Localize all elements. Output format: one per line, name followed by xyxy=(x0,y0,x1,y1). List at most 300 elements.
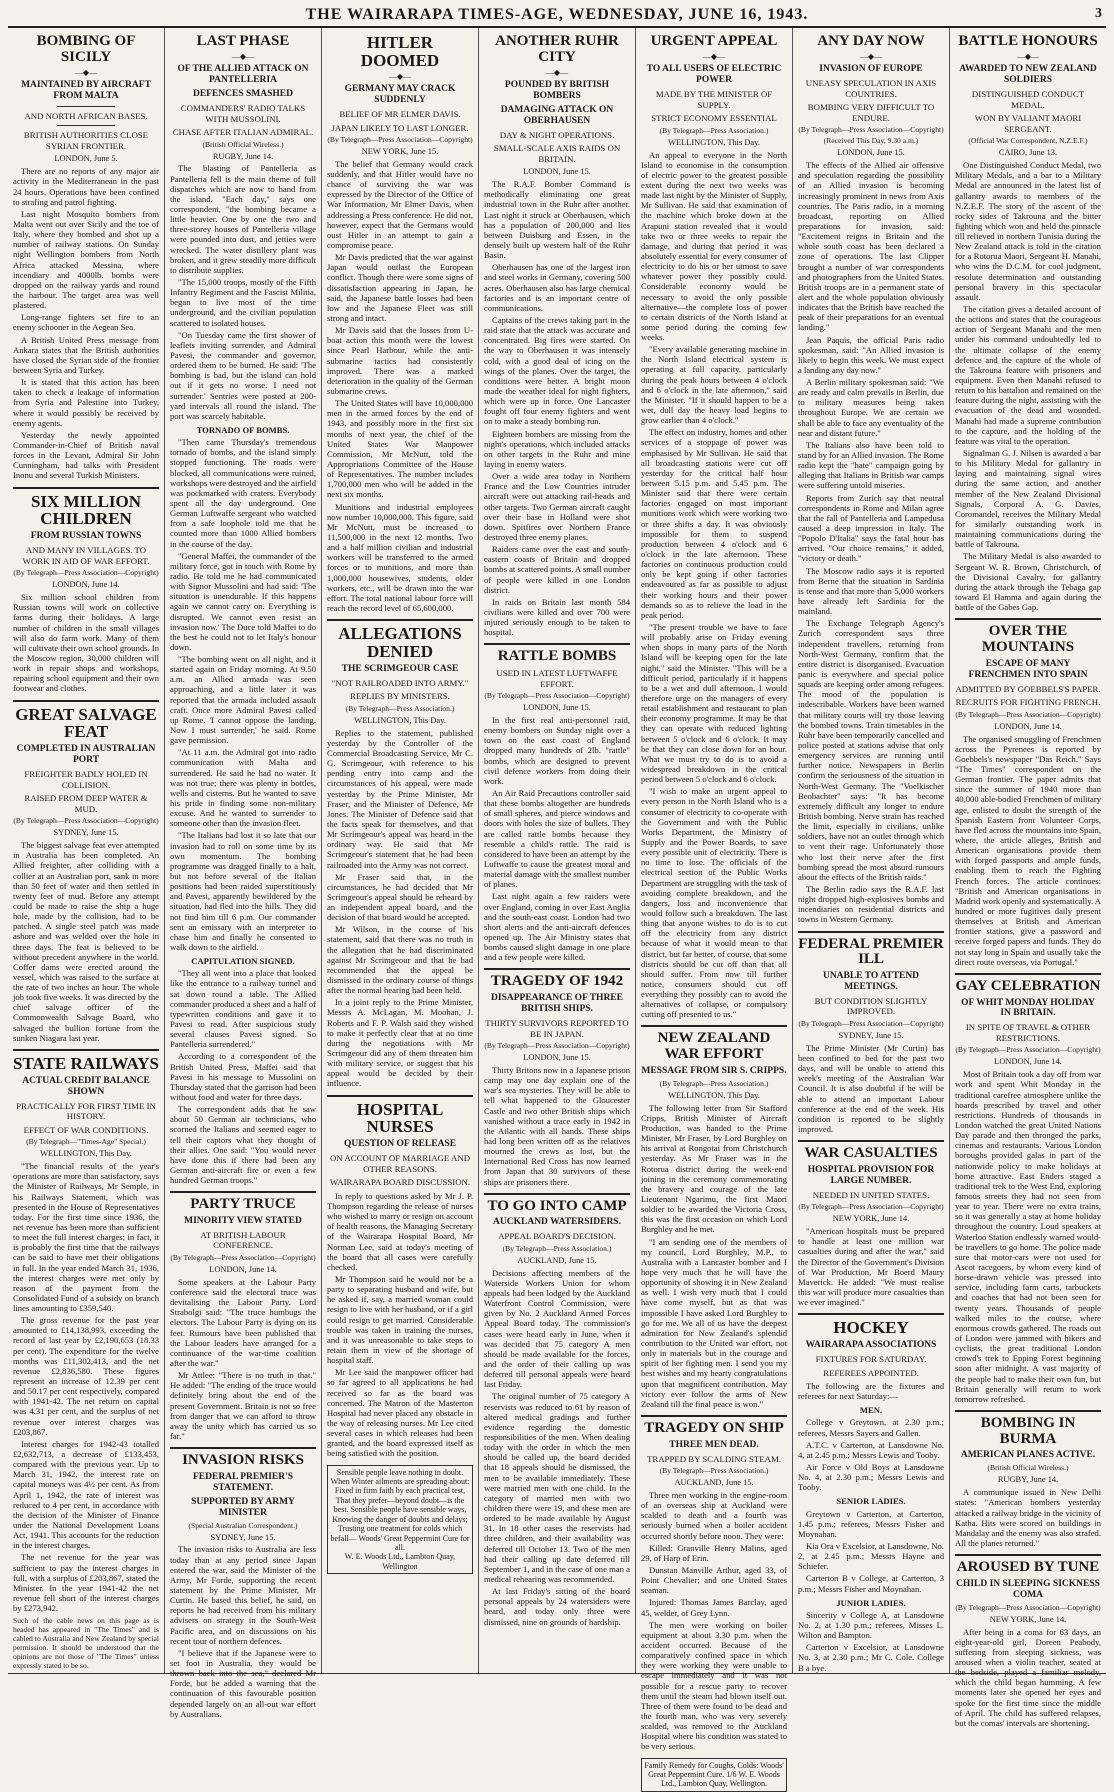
headline: HOSPITAL NURSES xyxy=(356,1099,444,1137)
divider xyxy=(484,968,630,970)
paragraph: It is stated that this action has been taken to check a leakage of information from Syria and Palestine into Turkey, where it would possibly be received by enemy agents. xyxy=(13,377,159,428)
deck: ADMITTED BY GOEBBELS'S PAPER. xyxy=(955,683,1101,694)
subheadline: THREE MEN DEAD. xyxy=(669,1439,759,1450)
credit-line: (By Telegraph—Press Association.) xyxy=(345,703,455,713)
headline: HITLER DOOMED xyxy=(360,33,440,70)
divider xyxy=(798,931,944,933)
paragraph: "The Italians had lost it so late that our invasion had to roll on some time by its own momentum. The bombing programme was dragged finally to a halt, but not before several of the Italian positions had been raided superstitiously and Pavesi, apparently bewildered by the situation, had fled into the hills. They did not find him till 6 p.m. Our commander sent an emissary with an interpreter to chase him and finally he consented to walk down to the airfield. xyxy=(170,830,316,952)
article-six-million-children xyxy=(13,493,159,694)
headline: PARTY TRUCE xyxy=(190,1196,296,1213)
paragraph: Injured: Thomas James Barclay, aged 45, welder, of Grey Lynn. xyxy=(641,1597,787,1618)
column-2 xyxy=(165,28,322,1719)
dateline: NEW YORK, June 14. xyxy=(832,1214,910,1224)
headline: TO GO INTO CAMP xyxy=(487,1197,627,1214)
subheadline: MESSAGE FROM SIR S. CRIPPS. xyxy=(641,1065,787,1076)
article-federal-premier-ill xyxy=(798,937,944,1135)
paragraph: Mr Davis predicted that the war against Japan would outlast the European conflict. Though there were some signs of dissatisfaction appearing in Japan, he said, the Japanese battle losses had been low and the Japanese Fleet was still strong and intact. xyxy=(327,252,473,324)
paragraph: Air Force v Old Boys at Lansdowne No. 4, at 2.30 p.m.; Messrs Lewis and Tooby. xyxy=(798,1462,944,1493)
paragraph: The Moscow radio says it is reported from Berne that the situation in Sardinia is tense and that more than 5,000 workers have already left Sardinia for the mainland. xyxy=(798,565,944,617)
newspaper-page xyxy=(8,4,1106,1789)
headline: AROUSED BY TUNE xyxy=(956,1559,1100,1576)
subheadline: INVASION OF EUROPE xyxy=(819,64,923,75)
divider xyxy=(484,1193,630,1195)
paragraph: Last night again a few raiders were over England, coming in over East Anglia and the south-east coast. London had two short alerts and the anti-aircraft defences opened up. The Air Ministry states that bombs caused slight damage in one place and a few people were killed. xyxy=(484,891,630,963)
subheadline: COMPLETED IN AUSTRALIAN PORT xyxy=(16,744,156,766)
deck: NEEDED IN UNITED STATES. xyxy=(812,1189,930,1200)
deck: BELIEF OF MR ELMER DAVIS. xyxy=(339,108,461,119)
subheadline: WAIRARAPA ASSOCIATIONS xyxy=(805,1340,937,1351)
divider: —◆— xyxy=(388,71,412,81)
divider: —◆— xyxy=(1016,51,1040,61)
dateline: SYDNEY, June 15. xyxy=(53,828,119,838)
credit-line: (By Telegraph—Press Association—Copyright) xyxy=(170,1253,316,1262)
paragraph: A Berlin military spokesman said: "We are ready and calm prevails in Berlin, due to military measures being taken throughout Europe. We are certain we shall be able to face any eventuality of the near and distant future." xyxy=(798,377,944,438)
dateline: NEW YORK, June 15. xyxy=(361,147,439,157)
subheadline: UNABLE TO ATTEND MEETINGS. xyxy=(822,971,920,992)
paragraph: Six million school children from Russian towns will work on collective farms during their holidays. A large number of children in the small villages will also do farm work. Many of them will cultivate their own school grounds. In the Moscow region, 30,000 children will work in repair shops and workshops, repairing school equipment and their own footwear and clothes. xyxy=(13,592,159,694)
paragraph: After being in a coma for 63 days, an eight-year-old girl, Doreen Peabody, suffering from sleeping sickness, was aroused when a violin teacher, seated at the bedside, played a familiar melody, which the child began humming. A few moments later she opened her eyes and spoke for the first time since the middle of April. The child has suffered relapses, but the comas' intervals are shortening. xyxy=(955,1626,1101,1728)
paragraph: Sincerity v College A, at Lansdowne No. 2, at 1.30 p.m.; referees, Misses L. Wilton and Bampton. xyxy=(798,1609,944,1641)
article-allegations-denied xyxy=(327,625,473,1088)
article-bombing-in-burma xyxy=(955,1416,1101,1548)
paragraph: Carterton v Excelsior, at Lansdowne No. 3, at 2.30 p.m.; Mr C. Cole. College B a bye. xyxy=(798,1642,944,1673)
divider xyxy=(641,1025,787,1027)
paragraph: Jean Paquis, the official Paris radio spokesman, said: "An Allied invasion is likely to begin this week. We must expect a landing any day now." xyxy=(798,334,944,375)
section-heading: SENIOR LADIES. xyxy=(836,1496,906,1507)
paragraph: According to a correspondent of the British United Press, Maffei said that Pavesi in his message to Mussolini on Thursday stated that the garrison had been without food and water for three days. xyxy=(170,1051,316,1102)
dateline: RUGBY, June 14. xyxy=(212,151,274,161)
deck: PRACTICALLY FOR FIRST TIME IN HISTORY. xyxy=(16,1100,156,1122)
paragraph: Over a wide area today in Northern France and the Low Countries intruder aircraft were out attacking rail-heads and other targets. Two German aircraft caught over their base in Holland were shot down. Spitfires over Northern France destroyed three enemy planes. xyxy=(484,471,630,542)
article-new-zealand-war-effort xyxy=(641,1031,787,1409)
paragraph: The belief that Germany would crack suddenly, and that Hitler would have no chance of surviving the war was expressed by the Director of the Office of War Information, Mr Elmer Davis, when addressing a Press conference. He did not, however, expect that the Germans would oust Hitler in an attempt to gain a compromise peace. xyxy=(327,158,473,251)
credit-line: (By Telegraph—Press Association.) xyxy=(659,1466,769,1476)
article-gay-celebration xyxy=(955,979,1101,1404)
article-urgent-appeal xyxy=(641,34,787,1019)
deck: STRICT ECONOMY ESSENTIAL xyxy=(651,113,777,124)
paragraph: Yesterday the newly appointed Commander-in-Chief of British naval forces in the Levant, Admiral Sir John Cunningham, had talks with President Inonu and several Turkish Ministers. xyxy=(13,429,159,481)
dateline: AUCKLAND, June 15. xyxy=(674,1478,754,1488)
subheadline: MAINTAINED BY AIRCRAFT FROM MALTA xyxy=(21,79,151,101)
deck: RAISED FROM DEEP WATER & MUD. xyxy=(24,793,148,814)
credit-line: (By Telegraph—Press Association—Copyright) xyxy=(327,135,473,145)
section-heading: MEN. xyxy=(859,1405,883,1416)
headline: BOMBING OF SICILY xyxy=(36,33,136,65)
subheadline: TO ALL USERS OF ELECTRIC POWER xyxy=(646,64,782,86)
paragraph: Killed: Granville Henry Malins, aged 29, of Harp of Erin. xyxy=(641,1542,787,1563)
paragraph: The biggest salvage feat ever attempted in Australia has been completed. An Allied freighter, after colliding with a collier at an Australian port, sank in more than 50 feet of water and then settled in twenty feet of mud. Before any attempt could be made to raise the ship a huge hole, made by the collision, had to be patched. A single steel patch was made ashore and was welded over the hole in three days. The feat is believed to be without precedent anywhere in the world. Coffer dams were erected around the vessel, which was raised to the surface at the rate of two inches an hour. The whole job took five weeks. It was directed by the chief salvage officer of the Commonwealth Salvage Board, who salvaged the bullion fortune from the sunken Niagara last year. xyxy=(13,840,159,1043)
article-to-go-into-camp xyxy=(484,1199,630,1627)
subheadline: DAMAGING ATTACK ON OBERHAUSEN xyxy=(500,104,614,126)
paragraph: In the first real anti-personnel raid, enemy bombers on Sunday night over a town on the east coast of England dropped many hundreds of 2lb. "rattle" bombs, which are designed to prevent civil defence workers from doing their work. xyxy=(484,715,630,786)
paragraph: Mr Wilson, in the course of his statement, said that there was no truth in the allegation that he had discriminated against Mr Scrimgeour and that he had recommended that the appeal be dismissed in the ordinary course of things after the normal hearing had been held. xyxy=(327,924,473,996)
advertisement-family-remedy: Family Remedy for Coughs, Colds: Woods' Great Peppermint Cure. 1/6 W. E. Woods Ltd., Lambton Quay, Wellington. xyxy=(641,1758,787,1792)
divider: —◆— xyxy=(74,67,98,77)
divider xyxy=(13,487,159,489)
paragraph: Kia Ora v Excelsior, at Lansdowne, No. 2, at 2.45 p.m.; Messrs Hayne and Schiefer. xyxy=(798,1541,944,1572)
paragraph: The invasion risks to Australia are less today than at any period since Japan entered the war, said the Minister of the Army, Mr Forde, supporting the recent statement by the Prime Minister, Mr Curtin. He based this belief, he said, on reports he had received from his military advisers on strategy in the South-West Pacific area, and on discussions on his recent tour of northern defences. xyxy=(170,1544,316,1646)
divider xyxy=(484,643,630,645)
paragraph: Decisions affecting members of the Waterside Workers Union for whom appeals had been lodged by the Auckland Waterfront Control Commission, were given by No. 2 Auckland Armed Forces Appeal Board today. The commission's cases were heard early in June, when it was decided that 75 category A men should be made available for the forces, and the order of their calling up was deferred till personal appeals were heard last Friday. xyxy=(484,1267,630,1390)
credit-line: (By Telegraph—Press Association—Copyright) xyxy=(484,691,630,701)
paragraph: The organised smuggling of Frenchmen across the Pyrenees is reported by Goebbels's newspaper "Das Reich." Says "The Times" correspondent on the German frontier. The paper admits that since the summer of 1940 more than 40,000 able-bodied Frenchmen of military age, enlisted to doubt the strength of the Spanish Eastern front Volunteer Corps, have fled across the mountains into Spain, where, the article alleges, British and American organisations provide them with forged passports and ample funds, enabling them to reach the Fighting French forces. The article continues: "British and American organisations in Madrid work openly and systematically. A hundred or more fugitives daily present themselves at British and American frontier stations, give a password and receive forged papers and funds. They do not stay long in Spain and usually take the direct route overseas, via Portugal." xyxy=(955,733,1101,967)
paragraph: In reply to questions asked by Mr J. P. Thompson regarding the release of nurses who wished to marry or resign on account of health reasons, the Managing Secretary of the Wairarapa Hospital Board, Mr Norman Lee, said at today's meeting of the board that all cases were carefully checked. xyxy=(327,1190,473,1272)
article-bombing-of-sicily xyxy=(13,34,159,481)
paragraph: "American hospitals must be prepared to handle at least one million war casualties during and after the war," said the Director of the Government's Division of War Production, Mr Boerd Maury Maverick. He added: "We must realise this war will produce more casualties than we ever imagined." xyxy=(798,1226,944,1308)
headline: WAR CASUALTIES xyxy=(804,1145,938,1162)
subheadline: AMERICAN PLANES ACTIVE. xyxy=(960,1450,1096,1461)
subheadline: OF WHIT MONDAY HOLIDAY IN BRITAIN. xyxy=(961,997,1095,1019)
paragraph: "On Tuesday came the first shower of leaflets inviting surrender, and Admiral Pavesi, the commander and governor, ordered them to be burned. He said: 'The bombing is bad, but the island can hold out if it gets no worse. I need not surrender.' Sentries were posted at 200-yard intervals all round the island. The port was scarcely habitable. xyxy=(170,329,316,421)
subheadline: QUESTION OF RELEASE xyxy=(343,1139,457,1150)
paragraph: Eighteen bombers are missing from the night's operations, which included attacks on other targets in the Ruhr and mine laying in enemy waters. xyxy=(484,428,630,469)
paragraph: The United States will have 10,000,000 men in the armed forces by the end of 1943, and possibly more in the first six months of next year, the chief of the United States War Manpower Commission, Mr McNutt, told the Appropriations Committee of the House of Representatives. The number includes 1,700,000 men who will be added in the next six months. xyxy=(327,398,473,500)
paragraph: The Berlin radio says the R.A.F. last night dropped high-explosives bombs and incendiaries on residential districts and towns in Western Germany. xyxy=(798,883,944,925)
paragraph: Mr Lee said the manpower officer had so far agreed to all applications he had received so far as the board was concerned. The Matron of the Masterton Hospital had never placed any obstacle in the way of releasing nurses. Mr Lee cited several cases in which releases had been granted, and the board expressed itself as being satisfied with the position. xyxy=(327,1367,473,1459)
section-heading: JUNIOR LADIES. xyxy=(836,1597,906,1608)
dateline: AUCKLAND, June 15. xyxy=(517,1255,597,1265)
credit-line: (By Telegraph—Press Association—Copyright) xyxy=(13,816,159,826)
credit-line: (By Telegraph—Press Association.) xyxy=(659,125,769,135)
section-heading: CAPITULATION SIGNED. xyxy=(191,956,295,967)
deck: USED IN LATEST LUFTWAFFE EFFORT. xyxy=(496,668,618,689)
headline: STATE RAILWAYS xyxy=(13,1053,159,1073)
headline: NEW ZEALAND WAR EFFORT xyxy=(657,1030,771,1063)
paragraph: Mr Attlee: "There is no truth in that." He added: "The ending of the truce would definitely bring about the end of the present Government. Britain is not so free from danger that we can afford to throw away the unity which has carried us so far." xyxy=(170,1370,316,1441)
paragraph: Reports from Zurich say that neutral correspondents in Rome and Milan agree that the fall of Pantelleria and Lampedusa caused a deep impression in Italy. The "Popolo D'Italia" says the fatal hour has arrived. "Our choice remains," it added, "victory or death." xyxy=(798,492,944,564)
subheadline: ESCAPE OF MANY FRENCHMEN INTO SPAIN xyxy=(968,658,1088,680)
credit-line: (By Telegraph—Press Association—Copyright) xyxy=(798,1202,944,1212)
deck: THIRTY SURVIVORS REPORTED TO BE IN JAPAN. xyxy=(485,1018,629,1039)
divider xyxy=(798,1140,944,1142)
ad-text: Sensible people leave nothing in doubt. When Winter ailments are spreading about: Fixed in firm faith by each practical test, That they prefer—beyond doubt—is the best. Sensible people have sensible ways, Knowing the danger of doubts and delays; Trusting one treatment for colds which befall— Woods' Great Peppermint Cure for all. xyxy=(330,1467,470,1552)
paragraph: "Every available generating machine in the North Island electrical system is operating at full capacity, particularly during the peak hours between 4 o'clock and 6 o'clock in the late afternoon," said the Minister. "If it should happen to be a wet, dull day the heavy load begins to grow earlier than 4 o'clock." xyxy=(641,344,787,426)
deck: FREIGHTER BADLY HOLED IN COLLISION. xyxy=(24,769,148,790)
deck: APPEAL BOARD'S DECISION. xyxy=(498,1231,616,1242)
headline: GREAT SALVAGE FEAT xyxy=(15,704,157,742)
headline: URGENT APPEAL xyxy=(650,33,778,49)
paragraph: In raids on Britain last month 584 civilians were killed and over 700 were injured seriously enough to be taken to hospital. xyxy=(484,596,630,638)
article-hockey xyxy=(798,1319,944,1673)
article-state-railways xyxy=(13,1055,159,1671)
paragraph: At last Friday's sitting of the board personal appeals by 24 watersiders were heard, and today only three were dismissed, nine on grounds of hardship. xyxy=(484,1586,630,1627)
subheadline: FEDERAL PREMIER'S STATEMENT. xyxy=(192,1471,294,1493)
paragraph: The R.A.F. Bomber Command is methodically eliminating one great industrial town in the Ruhr after another. Last night it struck at Oberhausen, which has a population of 200,000 and lies between Duisburg and Essen, in the densely built up western half of the Ruhr Basin. xyxy=(484,179,630,261)
dateline: WELLINGTON, This Day. xyxy=(354,715,446,725)
divider: —◆— xyxy=(545,67,569,77)
headline: BATTLE HONOURS xyxy=(958,33,1098,49)
credit-line: (By Telegraph—Press Association—Copyright) xyxy=(484,1041,630,1051)
subheadline: AWARDED TO NEW ZEALAND SOLDIERS xyxy=(959,64,1097,86)
column-6 xyxy=(793,28,950,1673)
dateline: LONDON, June 15. xyxy=(523,703,591,713)
subheadline: MINORITY VIEW STATED xyxy=(184,1215,302,1226)
divider xyxy=(798,1313,944,1315)
paragraph: Some speakers at the Labour Party conference said the electoral truce was devitalising the Labour Party. Lord Strabolgi said: "The truce humbugs the electors. The Labour Party is dying on its feet. Rumours have been published that the Labour leaders have arranged for a continuance of the war-time coalition after the war." xyxy=(170,1276,316,1368)
divider xyxy=(170,1447,316,1449)
paragraph: "They all went into a place that looked like the entrance to a railway tunnel and sat down round a table. The Allied commander produced a sheet and a half of typewritten conditions and gave it to Pavesi to read. After suspicious study several clauses Pavesi signed. So Pantelleria surrendered." xyxy=(170,968,316,1050)
ad-footer: W. E. Woods Ltd., Lambton Quay, Wellington xyxy=(344,1552,456,1571)
deck: FIXTURES FOR SATURDAY. xyxy=(815,1353,927,1364)
article-hitler-doomed xyxy=(327,34,473,613)
paragraph: Most of Britain took a day off from war work and spent Whit Monday in the traditional carefree atmosphere unlike the hoards prescribed by travel and other restrictions. Hundreds of thousands in London watched the great United Nations Day parade and then thronged the parks, cinemas and restaurants. Various London boroughs provided galas in part of the nationwide policy to make holidays at home attractive. East Enders staged a traditional trek to the West End, exploring famous streets they had not seen from year to year. There were no extra trains, so it was generally a stay at home holiday throughout the country. Loud speakers at Waterloo Station endlessly warned would-be travellers to go home. The police made sure that motor-cars were not used for Ascot racegoers, by whom every kind of horse-drawn vehicle was pressed into service, including farm carts, tarbuckets and coaches that had not been seen for twenty years. Thousands of people walked miles to the course, where enormous crowds gathered. The roads out of London were jammed with hikers and cyclists, the great traditional London crowd's trek to Epping Forest beginning soon after midnight. A vast majority of the people had to make their own fun, but Britain generally will return to work tomorrow refreshed. xyxy=(955,1069,1101,1404)
paragraph: "I believe that if the Japanese were to set foot in Australia, they would be thrown back into the sea," declared Mr Forde, but he added a warning that the continuation of this favourable position depended largely on an all-out war effort by Australians. xyxy=(170,1647,316,1719)
paragraph: The citation gives a detailed account of the actions and states that the courageous action of Sergeant Manahi and the men under his command undoubtedly led to the ultimate collapse of the enemy defence and the capture of the whole of the Takrouna feature with prisoners and equipment. Even then Manahi refused to return to his battalion and remained on the feature during the night, assisting with the evacuation of the dead and wounded. Manahi had made a supreme contribution to the capture, and the holding of the feature was vital to the operation. xyxy=(955,304,1101,446)
article-battle-honours xyxy=(955,34,1101,612)
headline: LAST PHASE xyxy=(196,33,290,49)
deck: REPLIES BY MINISTERS. xyxy=(350,691,450,702)
paragraph: The Military Medal is also awarded to Sergeant W. R. Brown, Christchurch, of the Divisional Cavalry, for gallantry during the attack through the Tebaga gap toward El Hamma and again during the battle of the Gabes Gap. xyxy=(955,551,1101,613)
subheadline: SUPPORTED BY ARMY MINISTER xyxy=(191,1496,295,1518)
paragraph: Mr Davis said that the losses from U-boat action this month were the lowest since Pearl Harbour, while the anti-submarine tactics had consistently improved. There was a marked deterioration in the quality of the German submarine crews. xyxy=(327,325,473,397)
deck: SMALL-SCALE AXIS RAIDS ON BRITAIN. xyxy=(493,143,621,164)
headline: TRAGEDY ON SHIP xyxy=(644,1419,784,1436)
deck: MADE BY THE MINISTER OF SUPPLY. xyxy=(655,89,773,110)
headline: ANY DAY NOW xyxy=(817,33,925,49)
deck: DAY & NIGHT OPERATIONS. xyxy=(499,129,615,140)
article-rattle-bombs xyxy=(484,649,630,962)
deck: COMMANDERS' RADIO TALKS WITH MUSSOLINI. xyxy=(180,102,306,124)
credit-line: (By Telegraph—Press Association—Copyright) xyxy=(13,568,159,578)
deck: ON ACCOUNT OF MARRIAGE AND OTHER REASONS. xyxy=(329,1153,471,1174)
article-another-ruhr-city xyxy=(484,34,630,637)
divider xyxy=(955,973,1101,975)
paragraph: Greytown v Carterton, at Carterton, 1.45 p.m.; referees, Messrs Fisher and Moynahan. xyxy=(798,1508,944,1539)
paragraph: A British United Press message from Ankara states that the British authorities have closed the Syrian side of the frontier between Syria and Turkey. xyxy=(13,334,159,375)
column-5 xyxy=(636,28,793,1789)
paragraph: Interest charges for 1942-43 totalled £2,632,713, a decrease of £133,453, compared with the previous year. Up to March 31, 1942, the interest rate on capital moneys was 4½ per cent. As from April 1, 1942, the rate of interest was reduced to 4 per cent, in accordance with the decision of the Minister of Finance under the National Development Loans Act, 1941. This accounts for the reduction in the interest charges. xyxy=(13,1438,159,1551)
dateline: LONDON, June 14. xyxy=(994,721,1062,731)
headline: BOMBING IN BURMA xyxy=(980,1414,1076,1447)
credit-line: (Received This Day, 9.30 a.m.) xyxy=(823,136,919,146)
deck: IN SPITE OF TRAVEL & OTHER RESTRICTIONS. xyxy=(965,1022,1091,1043)
divider xyxy=(641,1415,787,1417)
article-hospital-nurses xyxy=(327,1101,473,1459)
page-number: 3 xyxy=(1095,6,1102,21)
article-any-day-now xyxy=(798,34,944,925)
deck: RECRUITS FOR FIGHTING FRENCH. xyxy=(955,697,1101,708)
paragraph: One Distinguished Conduct Medal, two Military Medals, and a bar to a Military Medal are announced in the latest list of gallantry awards to members of the N.Z.E.F. The story of the ascent of the rocky sides of Takrouna and the bitter fighting which won and held the pinnacle till relieved in northern Tunisia during the New Zealand attack is told in the citation for a Rotorua Maori, Sergeant H. Manahi, who wins the D.C.M. for cool judgment, resolute determination and outstanding personal bravery in this spectacular assault. xyxy=(955,160,1101,302)
subheadline: GERMANY MAY CRACK SUDDENLY xyxy=(344,84,456,106)
article-over-the-mountains xyxy=(955,624,1101,967)
deck: EFFECT OF WAR CONDITIONS. xyxy=(23,1124,149,1135)
deck: UNEASY SPECULATION IN AXIS COUNTRIES. xyxy=(805,78,937,99)
paragraph: There are no reports of any major air activity in the Mediterranean in the past 24 hours. Operations have been confined to strafing and patrol fighting. xyxy=(13,166,159,207)
deck: BOMBING VERY DIFFICULT TO ENDURE. xyxy=(807,102,935,123)
article-great-salvage-feat xyxy=(13,706,159,1043)
divider xyxy=(327,619,473,621)
divider xyxy=(327,1095,473,1097)
credit-line: (British Official Wireless.) xyxy=(202,139,284,149)
subheadline: POUNDED BY BRITISH BOMBERS xyxy=(504,79,610,101)
paragraph: The correspondent adds that he saw about 50 German air technicians, who scorned the Italians and seemed eager to tell their captors what they thought of their allies. One said: "You would never have done this if there had been any German anti-aircraft fire or even a few hundred German troops." xyxy=(170,1104,316,1186)
paragraph: In a joint reply to the Prime Minister, Messrs A. McLagan, M. Moohan, J. Roberts and F. P. Walsh said they wished to make it perfectly clear that at no time during the negotiations with Mr Scrimgeour did any of them threaten him with military service, or suggest that his appeal would be decided by their influence. xyxy=(327,997,473,1089)
paragraph: "The financial results of the year's operations are more than satisfactory, says the Minister of Railways, Mr Semple, in his Railways Statement, which was presented in the House of Representatives today. For the first time since 1936, the net revenue has been more than sufficient to meet the full interest charges; in fact, it is probably the first time that the railways can be said to have met their obligations in full. In the year ended March 31, 1936, the interest charges were met only by reason of the payment from the Consolidated Fund of a subsidy on branch lines amounting to £359,540. xyxy=(13,1161,159,1314)
headline: RATTLE BOMBS xyxy=(497,648,617,665)
article-invasion-risks xyxy=(170,1453,316,1719)
headline: HOCKEY xyxy=(833,1318,909,1338)
article-party-truce xyxy=(170,1197,316,1441)
paragraph: "I am sending one of the members of my council, Lord Burghley, M.P., to Australia with a Lancaster bomber and I hope very much that he will have the opportunity of showing it in New Zealand as well. I wish very much that I could have come myself, but as that was impossible I have asked Lord Burghley to go for me. We all of us have the deepest admiration for New Zealand's splendid contribution to the United war effort, not only in materials but in the courage and spirit of her fighting men. I send you my best wishes and my hearty congratulations upon that magnificent contribution. May victory ever follow the arms of New Zealand till the final peace is won." xyxy=(641,1236,787,1409)
paragraph: "The 15,000 troops, mostly of the Fifth Infantry Regiment and the Fascist Militia, began to live most of the time underground, and the civilian population scattered to isolated houses. xyxy=(170,277,316,328)
advertisement-woods-peppermint xyxy=(327,1465,473,1575)
deck: BRITISH AUTHORITIES CLOSE SYRIAN FRONTIER. xyxy=(23,130,149,151)
divider: —◆— xyxy=(231,51,255,61)
credit-line: (By Telegraph—Press Association—Copyright) xyxy=(955,709,1101,719)
deck: AT BRITISH LABOUR CONFERENCE. xyxy=(200,1229,286,1251)
credit-line: (By Telegraph—Press Association—Copyright) xyxy=(798,125,944,135)
divider: —◆— xyxy=(859,51,883,61)
deck: AND NORTH AFRICAN BASES. xyxy=(24,110,148,121)
dateline: NEW YORK, June 14. xyxy=(989,1614,1067,1624)
credit-line: (By Telegraph—"Times-Age" Special.) xyxy=(26,1137,146,1147)
paragraph: The blasting of Pantelleria as Pantelleria fell is the main theme of full dispatches which are now to hand from the island. "Each day," says one correspondent, "the bombing became a little heavier. One by one the two and three-storey houses of Pantelleria village were pounded into dust, and jetties were wrecked. The water distillery plant was broken, and it grew steadily more difficult to distribute supplies. xyxy=(170,163,316,275)
paragraph: "Then came Thursday's tremendous tornado of bombs, and the island simply stopped functioning. The roads were blocked, all communications were ruined, workshops were destroyed and the airfield was pockmarked with craters. Everybody spent all the day underground. One German Luftwaffe sergeant who watched from a safe loophole told me that he counted more than 1000 Allied bombers in the course of the day. xyxy=(170,437,316,549)
dateline: CAIRO, June 13. xyxy=(998,148,1058,158)
subheadline: THE SCRIMGEOUR CASE xyxy=(341,663,459,674)
paragraph: The following letter from Sir Stafford Cripps, British Minister of Aircraft Production, was handed to the Prime Minister, Mr Fraser, by Lord Burghley on his arrival at Rongotai from Christchurch yesterday. As Mr Fraser was in the Rotorua district during the week-end joining in the ceremony commemorating the bravery and courage of the late Lieutenant Ngarimu, the first Maori soldier to be awarded the Victoria Cross, this was the first occasion on which Lord Burghley and he met. xyxy=(641,1102,787,1235)
subheadline: CHILD IN SLEEPING SICKNESS COMA xyxy=(956,1578,1100,1600)
column-1 xyxy=(8,28,165,1673)
headline: FEDERAL PREMIER ILL xyxy=(798,935,944,968)
divider xyxy=(13,1049,159,1051)
paragraph: "The bombing went on all night, and it started again on Friday morning. At 9.50 a.m. an Allied armada was seen approaching, and a little later it was reported that the armada included assault craft. Once more Admiral Pavesi called up Rome. 'I cannot oppose the landing. Now I must surrender,' he said. Rome gave permission. xyxy=(170,654,316,746)
paragraph: "General Maffei, the commander of the military force, got in touch with Rome by radio. He told me he had communicated with Signor Mussolini and had said: 'The situation is unendurable. If this happens again we cannot carry on. Everything is disrupted. We cannot even resist an invasion now.' The Duce told Maffei to do the best he could not to let Italy's honour down. xyxy=(170,550,316,652)
paragraph: The Italians also have been told to stand by for an Allied invasion. The Rome radio kept the "hate" campaign going by alleging that Italians in British war camps were suffering untold miseries. xyxy=(798,439,944,491)
paragraph: An Air Raid Precautions controller said that these bombs altogether are hundreds of small spheres, and pierce windows and doors with holes the size of bullets. They are called rattle bombs because they resemble a child's rattle. The raid is considered to have been an attempt by the Luftwaffe to cause the greatest moral and material damage with the smallest number of planes. xyxy=(484,788,630,890)
paragraph: Long-range fighters set fire to an enemy schooner in the Aegean Sea. xyxy=(13,312,159,333)
paragraph: Mr Fraser said that, in the circumstances, he had decided that Mr Scrimgeour's appeal should be reheard by an independent appeal board, and the decision of that board would be accepted. xyxy=(327,871,473,923)
dateline: LONDON, June 14. xyxy=(209,1264,277,1274)
dateline: LONDON, June 15. xyxy=(837,148,905,158)
paragraph: Last night Mosquito bombers from Malta went out over Sicily and the toe of Italy, where they bombed and shot up a number of railway stations. On Sunday night Wellington bombers from North Africa attacked Messina, where incendiary and 4000lb. bombs were dropped on the railway yards and round the harbour. The target area was well plastered. xyxy=(13,208,159,311)
headline: GAY CELEBRATION xyxy=(955,977,1101,994)
credit-line: (By Telegraph—Press Association—Copyright) xyxy=(955,1045,1101,1055)
paragraph: The Exchange Telegraph Agency's Zurich correspondent says three independent travellers, returning from North-West Germany, confirm that the entire district is disorganised. Evacuation panic is everywhere and special police squads are keeping order among refugees. The mood of the population is indescribable. Workers have been warned that military courts will try those leaving the bombed towns. Train timetables in the Ruhr have been temporarily cancelled and police posted at stations advise that only emergency services are running until further notice. Newspapers in Berlin confirm the seriousness of the situation in North-West Germany. The "Voelkischer Beobachter" says: "It has become extremely difficult any longer to endure British bombing. Nerve strain has reached the limit, especially in civilians, unlike soldiers, have not an outlet through which to vent their rage. Unfortunately those who lost their nerve after the first bombing spread the most absurd rumours about the effects of the British raids." xyxy=(798,618,944,882)
article-last-phase xyxy=(170,34,316,1185)
subheadline: ACTUAL CREDIT BALANCE SHOWN xyxy=(22,1075,150,1097)
masthead-title: THE WAIRARAPA TIMES-AGE, WEDNESDAY, JUNE 16, 1943. xyxy=(305,6,809,23)
column-4 xyxy=(479,28,636,1673)
deck: WAIRARAPA BOARD DISCUSSION. xyxy=(329,1177,471,1188)
article-tragedy-of-1942 xyxy=(484,974,630,1186)
dateline: SYDNEY, June 15. xyxy=(210,1532,276,1542)
divider xyxy=(57,106,115,107)
dateline: WELLINGTON, This Day. xyxy=(40,1149,132,1159)
headline: ANOTHER RUHR CITY xyxy=(495,33,619,65)
subheadline: FROM RUSSIAN TOWNS xyxy=(30,531,142,542)
paragraph: College v Greytown, at 2.30 p.m.; referees, Messrs Sayers and Gallen. xyxy=(798,1417,944,1438)
dateline: WELLINGTON, This Day. xyxy=(668,1090,760,1100)
paragraph: The men were working on boiler equipment at about 3.30 p.m. when the accident occurred. Because of the comparatively confined space in which they were working they were unable to escape immediately and it was not possible for a rescue party to recover them until the steam had blown itself out. Three of them were found to be dead and the fourth man, who was very severely scalded, was removed to the Auckland Hospital where his condition was stated to be very serious. xyxy=(641,1619,787,1752)
dateline: LONDON, June 14. xyxy=(994,1057,1062,1067)
credit-line: (By Telegraph—Press Association.) xyxy=(502,1243,612,1253)
headline: ALLEGATIONS DENIED xyxy=(338,624,462,661)
dateline: SYDNEY, June 15. xyxy=(838,1030,904,1040)
article-tragedy-on-ship xyxy=(641,1421,787,1752)
divider xyxy=(170,1191,316,1193)
dateline: LONDON, June 14. xyxy=(52,580,120,590)
paragraph: Replies to the statement, published yesterday by the Controller of the Commercial Broadcasting Service, Mr C. G. Scrimgeour, with reference to his pending entry into camp and the circumstances of his appeal, were made yesterday by the Prime Minister, Mr Fraser, and the Minister of Defence, Mr Jones. The Minister of Defence said that the facts speak for themselves, and that Mr Scrimgeour's appeal was heard in the ordinary way. He said that Mr Scrimgeour's statement that he had been railroaded into the Army was not correct. xyxy=(327,727,473,870)
dateline: LONDON, June 15. xyxy=(523,167,591,177)
deck: CHASE AFTER ITALIAN ADMIRAL. xyxy=(172,127,314,138)
dateline: RUGBY, June 14. xyxy=(997,1475,1059,1485)
paragraph: The effects of the Allied air offensive and speculation regarding the possibility of an Allied invasion is becoming increasingly prominent in news from Axis countries. The Paris radio, in a morning broadcast, reporting on Allied preparations for invasion, said: "Excitement reigns in Britain and the whole south coast has been declared a zone of operations. The last Clipper brought a number of war correspondents and photographers from the United States. British troops are in a permanent state of alert and the whole population obviously indicates that the British have reached the peak of their preparations for an eventual landing." xyxy=(798,160,944,333)
section-heading: TORNADO OF BOMBS. xyxy=(196,424,290,435)
dateline: WELLINGTON, This Day. xyxy=(668,137,760,147)
paragraph: "The present trouble we have to face will probably arise on Friday evening when shops in many parts of the North Island will be keeping open for the late night," said the Minister. "This will be a difficult period, particularly if it happens to be a wet and dull afternoon. I would therefore urge on the managers of every retail establishment and restaurant to plan their economy programme. It may be that they can operate with reduced lighting between 5 o'clock and 6 o'clock. It may be that they can close down for an hour. What we must try to do is to avoid a widespread breakdown in the critical period between 5 o'clock and 6 o'clock. xyxy=(641,622,787,785)
paragraph: The effect on industry, homes and other services of a stoppage of power was emphasised by Mr Sullivan. He said that all broadcasting stations were cut off yesterday for the critical half hour between 5.15 p.m. and 5.45 p.m. The Minister said that there were certain factories engaged on most important munitions work which were working two or three shifts a day. It was obviously impossible for them to suspend production between 4 o'clock and 6 o'clock in the late afternoon. These factories on continuous production could only be kept going if other factories endeavoured as far as possible to adjust their working hours and their power demands so as to relieve the load in the peak period. xyxy=(641,427,787,620)
credit-line: (By Telegraph—Press Association—Copyright) xyxy=(955,1602,1101,1612)
paragraph: Dunstan Manville Arthur, aged 33, of Point Chevalier; and one United States seaman. xyxy=(641,1565,787,1596)
credit-line: (Official War Correspondent, N.Z.E.F.) xyxy=(968,136,1088,146)
column-7 xyxy=(950,28,1106,1728)
divider xyxy=(955,618,1101,620)
deck: "NOT RAILROADED INTO ARMY." xyxy=(331,677,469,688)
paragraph: The Prime Minister (Mr Curtin) has been confined to bed for the past two days, and will be unable to attend this week's meeting of the Australian War Council. It is also doubtful if he will be able to attend an important Labour conference at the end of the week. His condition is reported to be slightly improved. xyxy=(798,1042,944,1134)
headline: TRAGEDY OF 1942 xyxy=(490,973,624,990)
subheadline: AUCKLAND WATERSIDERS. xyxy=(493,1217,621,1228)
deck: TRAPPED BY SCALDING STEAM. xyxy=(646,1453,782,1464)
column-3 xyxy=(322,28,479,1673)
paragraph: An appeal to everyone in the North Island to economise in the consumption of electric power to the greatest possible extent during the next two weeks was made last night by the Minister of Supply, Mr Sullivan. He said that examination of the machine which broke down at the Arapuni station revealed that it would take two or three weeks to repair the damage, and during that period it was absolutely essential for every consumer of electricity to do his or her utmost to save whatever power they possibly could. Considerable economy would be necessary to avoid the only possible alternative—the complete loss of power to certain districts of the North Island at some period during the coming few weeks. xyxy=(641,149,787,343)
headline: SIX MILLION CHILDREN xyxy=(30,491,142,529)
paragraph: "I wish to make an urgent appeal to every person in the North Island who is a consumer of electricity to co-operate with the Government and with the Public Works Department, the Ministry of Supply and the Power Boards, to save every possible unit of electricity. There is no time to lose. The officials of the electrical section of the Public Works Department are struggling with the task of avoiding complete breakdown, and the dangers, loss and inconvenience that would follow such a breakdown. The last thing that anyone wishes to do is to cut off the electricity from any district because of what it would mean to that district, but far better, of course, that some districts should be cut off than that all should suffer. From now till further notice, consumers should cut off everything they possibly can to avoid the alternatives of collapse, or compulsory cutting off presented to us." xyxy=(641,786,787,1020)
subheadline: HOSPITAL PROVISION FOR LARGE NUMBER. xyxy=(807,1164,935,1186)
paragraph: Munitions and industrial employees now number 10,000,000. This figure, said Mr McNutt, must be increased to 11,500,000 in the next 12 months. Two and a half million civilian and industrial workers will be transferred to the armed forces or to munitions, and more than 1,000,000 housewives, students, older workers, etc., will be drawn into the war effort. The total national labour force will reach the record level of 65,600,000. xyxy=(327,501,473,613)
article-aroused-by-tune xyxy=(955,1560,1101,1728)
paragraph: Carterton B v College, at Carterton, 3 p.m.; Messrs Fisher and Moynahan. xyxy=(798,1573,944,1594)
subheadline: DEFENCES SMASHED xyxy=(192,89,294,100)
paragraph: Thirty Britons now in a Japanese prison camp may one day explain one of the war's sea mysteries. They will be able to tell what happened to the Gloucester Castle and two other British ships which vanished without a trace early in 1942 in the Atlantic with all hands. These ships had long been written off as the relatives mourned the crews as lost, but the International Red Cross has now learned from Japan that 30 survivors of these ships are prisoners there. xyxy=(484,1064,630,1187)
columns xyxy=(8,28,1106,1789)
paragraph: The gross revenue for the past year amounted to £14,138,993, exceeding the record of last year by £2,190,653 (18.33 per cent). The expenditure for the twelve months was £11,302,413, and the net revenue £2,836,580. These figures represent an increase of 12.39 per cent and 50.17 per cent respectively, compared with 1941-42. The net return on capital was 4.31 per cent, and the surplus of net revenue over interest charges was £203,867. xyxy=(13,1315,159,1437)
dateline: LONDON, June 15. xyxy=(523,1053,591,1063)
paragraph: Captains of the crews taking part in the raid state that the attack was accurate and concentrated. Big fires were started. On the way to Oberhausen it was intensely cold, with a good deal of icing on the wings of the planes. Over the target, the conditions were better. A bright moon made the weather ideal for night fighters, which were up in force. One Lancaster fought off four enemy fighters and went on to make a steady bombing run. xyxy=(484,315,630,427)
headline: OVER THE MOUNTAINS xyxy=(981,623,1075,656)
deck: AND MANY IN VILLAGES. TO WORK IN AID OF WAR EFFORT. xyxy=(22,545,150,566)
paragraph: Mr Thompson said he would not be a party to separating husband and wife, but he asked if, say, a married woman could resign to live with her husband, or if a girl could resign to get married. Considerable trouble was taken in training the nurses, and it was unreasonable to take steps to retain them in view of the shortage of hospital staff. xyxy=(327,1273,473,1366)
article-war-casualties xyxy=(798,1146,944,1307)
paragraph: A communique issued in New Delhi states: "American bombers yesterday attacked a railway bridge in the vicinity of Katha. Hits were scored on buildings in Mandalay and the enemy was also strafed. All the planes returned." xyxy=(955,1487,1101,1548)
divider xyxy=(955,1554,1101,1556)
paragraph: A.T.C. v Carterton, at Lansdowne No. 4, at 2.45 p.m.; Messrs Lewis and Tooby. xyxy=(798,1439,944,1460)
headline: INVASION RISKS xyxy=(182,1452,304,1469)
paragraph: Raiders came over the east and south-eastern coasts of Britain and dropped bombs at scattered points. A small number of people were killed in one London district. xyxy=(484,544,630,595)
cable-news-note: Such of the cable news on this page as is headed has appeared in "The Times" and is cabled to Australia and New Zealand by special permission. It should be understood that the opinions are not those of "The Times" unless expressly stated to be so. xyxy=(13,1616,159,1671)
subheadline: OF THE ALLIED ATTACK ON PANTELLERIA xyxy=(177,64,309,86)
credit-line: (By Telegraph—Press Association.) xyxy=(659,1078,769,1088)
deck: BUT CONDITION SLIGHTLY IMPROVED. xyxy=(814,995,928,1017)
deck: JAPAN LIKELY TO LAST LONGER. xyxy=(331,122,469,133)
divider xyxy=(13,700,159,702)
paragraph: Three men working in the engine-room of an overseas ship at Auckland were scalded to death and a fourth was seriously burned when a boiler accident occurred shortly before noon. They were: xyxy=(641,1490,787,1541)
masthead xyxy=(8,4,1106,28)
divider xyxy=(57,125,115,126)
divider xyxy=(955,1410,1101,1412)
paragraph: The original number of 75 category A reservists was reduced to 61 by reason of altered medical gradings and further evidence regarding the domestic responsibilities of the men. When dealing today with the order in which the men should be called up, the board decided that 18 appeals should be dismissed, the men to be available immediately. These were married men with one child. In the category of married men with two children there were 19, and these men are ordered to be made available by August 31. In 18 other cases the reservists had three children, and their availability was deferred till October 13. Two of the men had their calling up date deferred till September 1, and in the case of one man a medical rehearing was recommended. xyxy=(484,1391,630,1584)
credit-line: (By Telegraph—Press Association—Copyright) xyxy=(798,1018,944,1028)
paragraph: "At 11 a.m. the Admiral got into radio communication with Malta and surrendered. He said he had no water. It was not true; there was plenty in bottles, wells and cisterns. But he wanted to save his pride in finding some non-military excuse. And he wanted to surrender to someone other than the invasion fleet. xyxy=(170,747,316,829)
dateline: LONDON, June 5. xyxy=(54,154,118,164)
deck: REFEREES APPOINTED. xyxy=(823,1367,919,1378)
paragraph: The following are the fixtures and referees for next Saturday:— xyxy=(798,1381,944,1402)
deck: DISTINGUISHED CONDUCT MEDAL. xyxy=(971,89,1085,110)
divider: —◆— xyxy=(702,51,726,61)
credit-line: (Special Australian Correspondent.) xyxy=(188,1520,298,1530)
paragraph: The net revenue for the year was sufficient to pay the interest charges in full, with a surplus of £203,867, stated the Minister. In the year 1941-42 the net revenue fell short of the interest charges by £273,942. xyxy=(13,1552,159,1614)
deck: WON BY VALIANT MAORI SERGEANT. xyxy=(974,113,1082,134)
